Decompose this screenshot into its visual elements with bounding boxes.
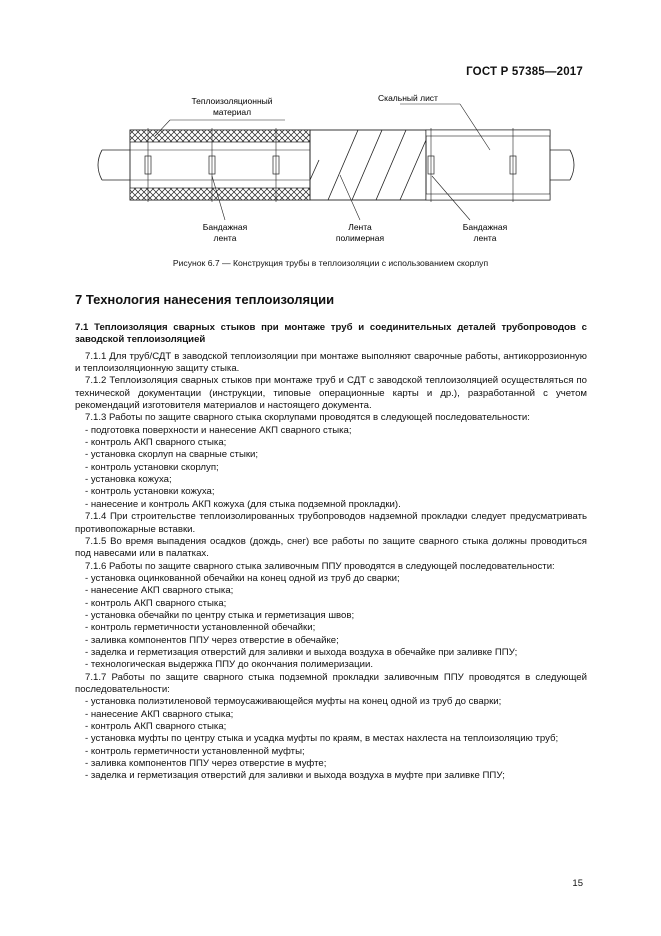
- paragraph-7-1-1: 7.1.1 Для труб/СДТ в заводской теплоизоляции при монтаже выполняют сварочные работы, антикоррозионную и теплоизоляционную защиту стыка.: [75, 350, 587, 375]
- list-item: - нанесение АКП сварного стыка;: [85, 585, 234, 597]
- list-item: - заделка и герметизация отверстий для заливки и выхода воздуха в обечайке при заливке ППУ;: [85, 646, 518, 658]
- label-band-left: Бандажная: [202, 222, 248, 232]
- label-insulation: Теплоизоляционный: [191, 96, 273, 106]
- figure-caption: Рисунок 6.7 — Конструкция трубы в теплоизоляции с использованием скорлуп: [172, 258, 489, 268]
- list-item: - контроль герметичности установленной муфты;: [85, 745, 305, 757]
- list-item: - установка обечайки по центру стыка и герметизация швов;: [85, 609, 355, 621]
- paragraph-7-1-5: 7.1.5 Во время выпадения осадков (дождь, снег) все работы по защите сварного стыка должны проводиться под навесами или в палатках.: [75, 535, 587, 560]
- list-item: - заливка компонентов ППУ через отверстие в муфте;: [85, 758, 327, 770]
- list-item: - контроль установки кожуха;: [85, 486, 215, 498]
- label-tape-2: полимерная: [335, 233, 385, 243]
- label-tape: Лента: [348, 222, 372, 232]
- list-item: - заделка и герметизация отверстий для заливки и выхода воздуха в муфте при заливке ППУ;: [85, 770, 505, 782]
- list-item: - установка скорлуп на сварные стыки;: [85, 449, 259, 461]
- section-title: 7 Технология нанесения теплоизоляции: [75, 292, 335, 307]
- list-item: - установка оцинкованной обечайки на конец одной из труб до сварки;: [85, 572, 400, 584]
- subsection-title: 7.1 Теплоизоляция сварных стыков при монтаже труб и соединительных деталей трубопроводов с заводской теплоизоляцией: [75, 322, 587, 346]
- page-number: 15: [572, 878, 583, 889]
- list-item: - нанесение АКП сварного стыка;: [85, 708, 234, 720]
- list-item: - подготовка поверхности и нанесение АКП сварного стыка;: [85, 424, 352, 436]
- label-rock-sheet: Скальный лист: [378, 93, 438, 103]
- list-item-wrapped: - установка муфты по центру стыка и усадка муфты по краям, в местах нахлеста на теплоизоляцию труб;: [85, 733, 559, 745]
- list-item: - контроль АКП сварного стыка;: [85, 437, 227, 449]
- paragraph-7-1-7: 7.1.7 Работы по защите сварного стыка подземной прокладки заливочным ППУ проводятся в следующей последовательности:: [75, 671, 587, 695]
- list-item: - заливка компонентов ППУ через отверстие в обечайке;: [85, 634, 339, 646]
- list-item: - установка кожуха;: [85, 474, 172, 486]
- paragraph-7-1-3: 7.1.3 Работы по защите сварного стыка скорлупами проводятся в следующей последовательности:: [85, 412, 530, 424]
- list-item: - установка полиэтиленовой термоусаживающейся муфты на конец одной из труб до сварки;: [85, 696, 502, 708]
- label-band-right: Бандажная: [462, 222, 508, 232]
- list-item: - контроль установки скорлуп;: [85, 461, 219, 473]
- list-item: - контроль АКП сварного стыка;: [85, 597, 227, 609]
- label-band-left-2: лента: [213, 233, 237, 243]
- label-band-right-2: лента: [473, 233, 497, 243]
- list-item: - нанесение и контроль АКП кожуха (для стыка подземной прокладки).: [85, 498, 401, 510]
- pipe-construction-figure: [60, 90, 605, 250]
- paragraph-7-1-4: 7.1.4 При строительстве теплоизолированных трубопроводов надземной прокладки следует предусматривать противопожарные вставки.: [75, 511, 587, 535]
- list-item: - контроль АКП сварного стыка;: [85, 721, 227, 732]
- document-id: ГОСТ Р 57385—2017: [466, 66, 583, 78]
- list-item: - технологическая выдержка ППУ до окончания полимеризации.: [85, 659, 374, 671]
- list-item: - контроль герметичности установленной обечайки;: [85, 622, 316, 634]
- document-body: [75, 322, 587, 783]
- paragraph-7-1-6: 7.1.6 Работы по защите сварного стыка заливочным ППУ проводятся в следующей последовательности:: [85, 560, 555, 572]
- paragraph-7-1-2: 7.1.2 Теплоизоляция сварных стыков при монтаже труб и СДТ с заводской теплоизоляцией осуществляться по технической документации (инструкции, типовые операционные карты и др.), разработанной с учетом рекомендаций изготовителя материалов и настоящего документа.: [75, 375, 587, 412]
- label-insulation-2: материал: [212, 107, 252, 117]
